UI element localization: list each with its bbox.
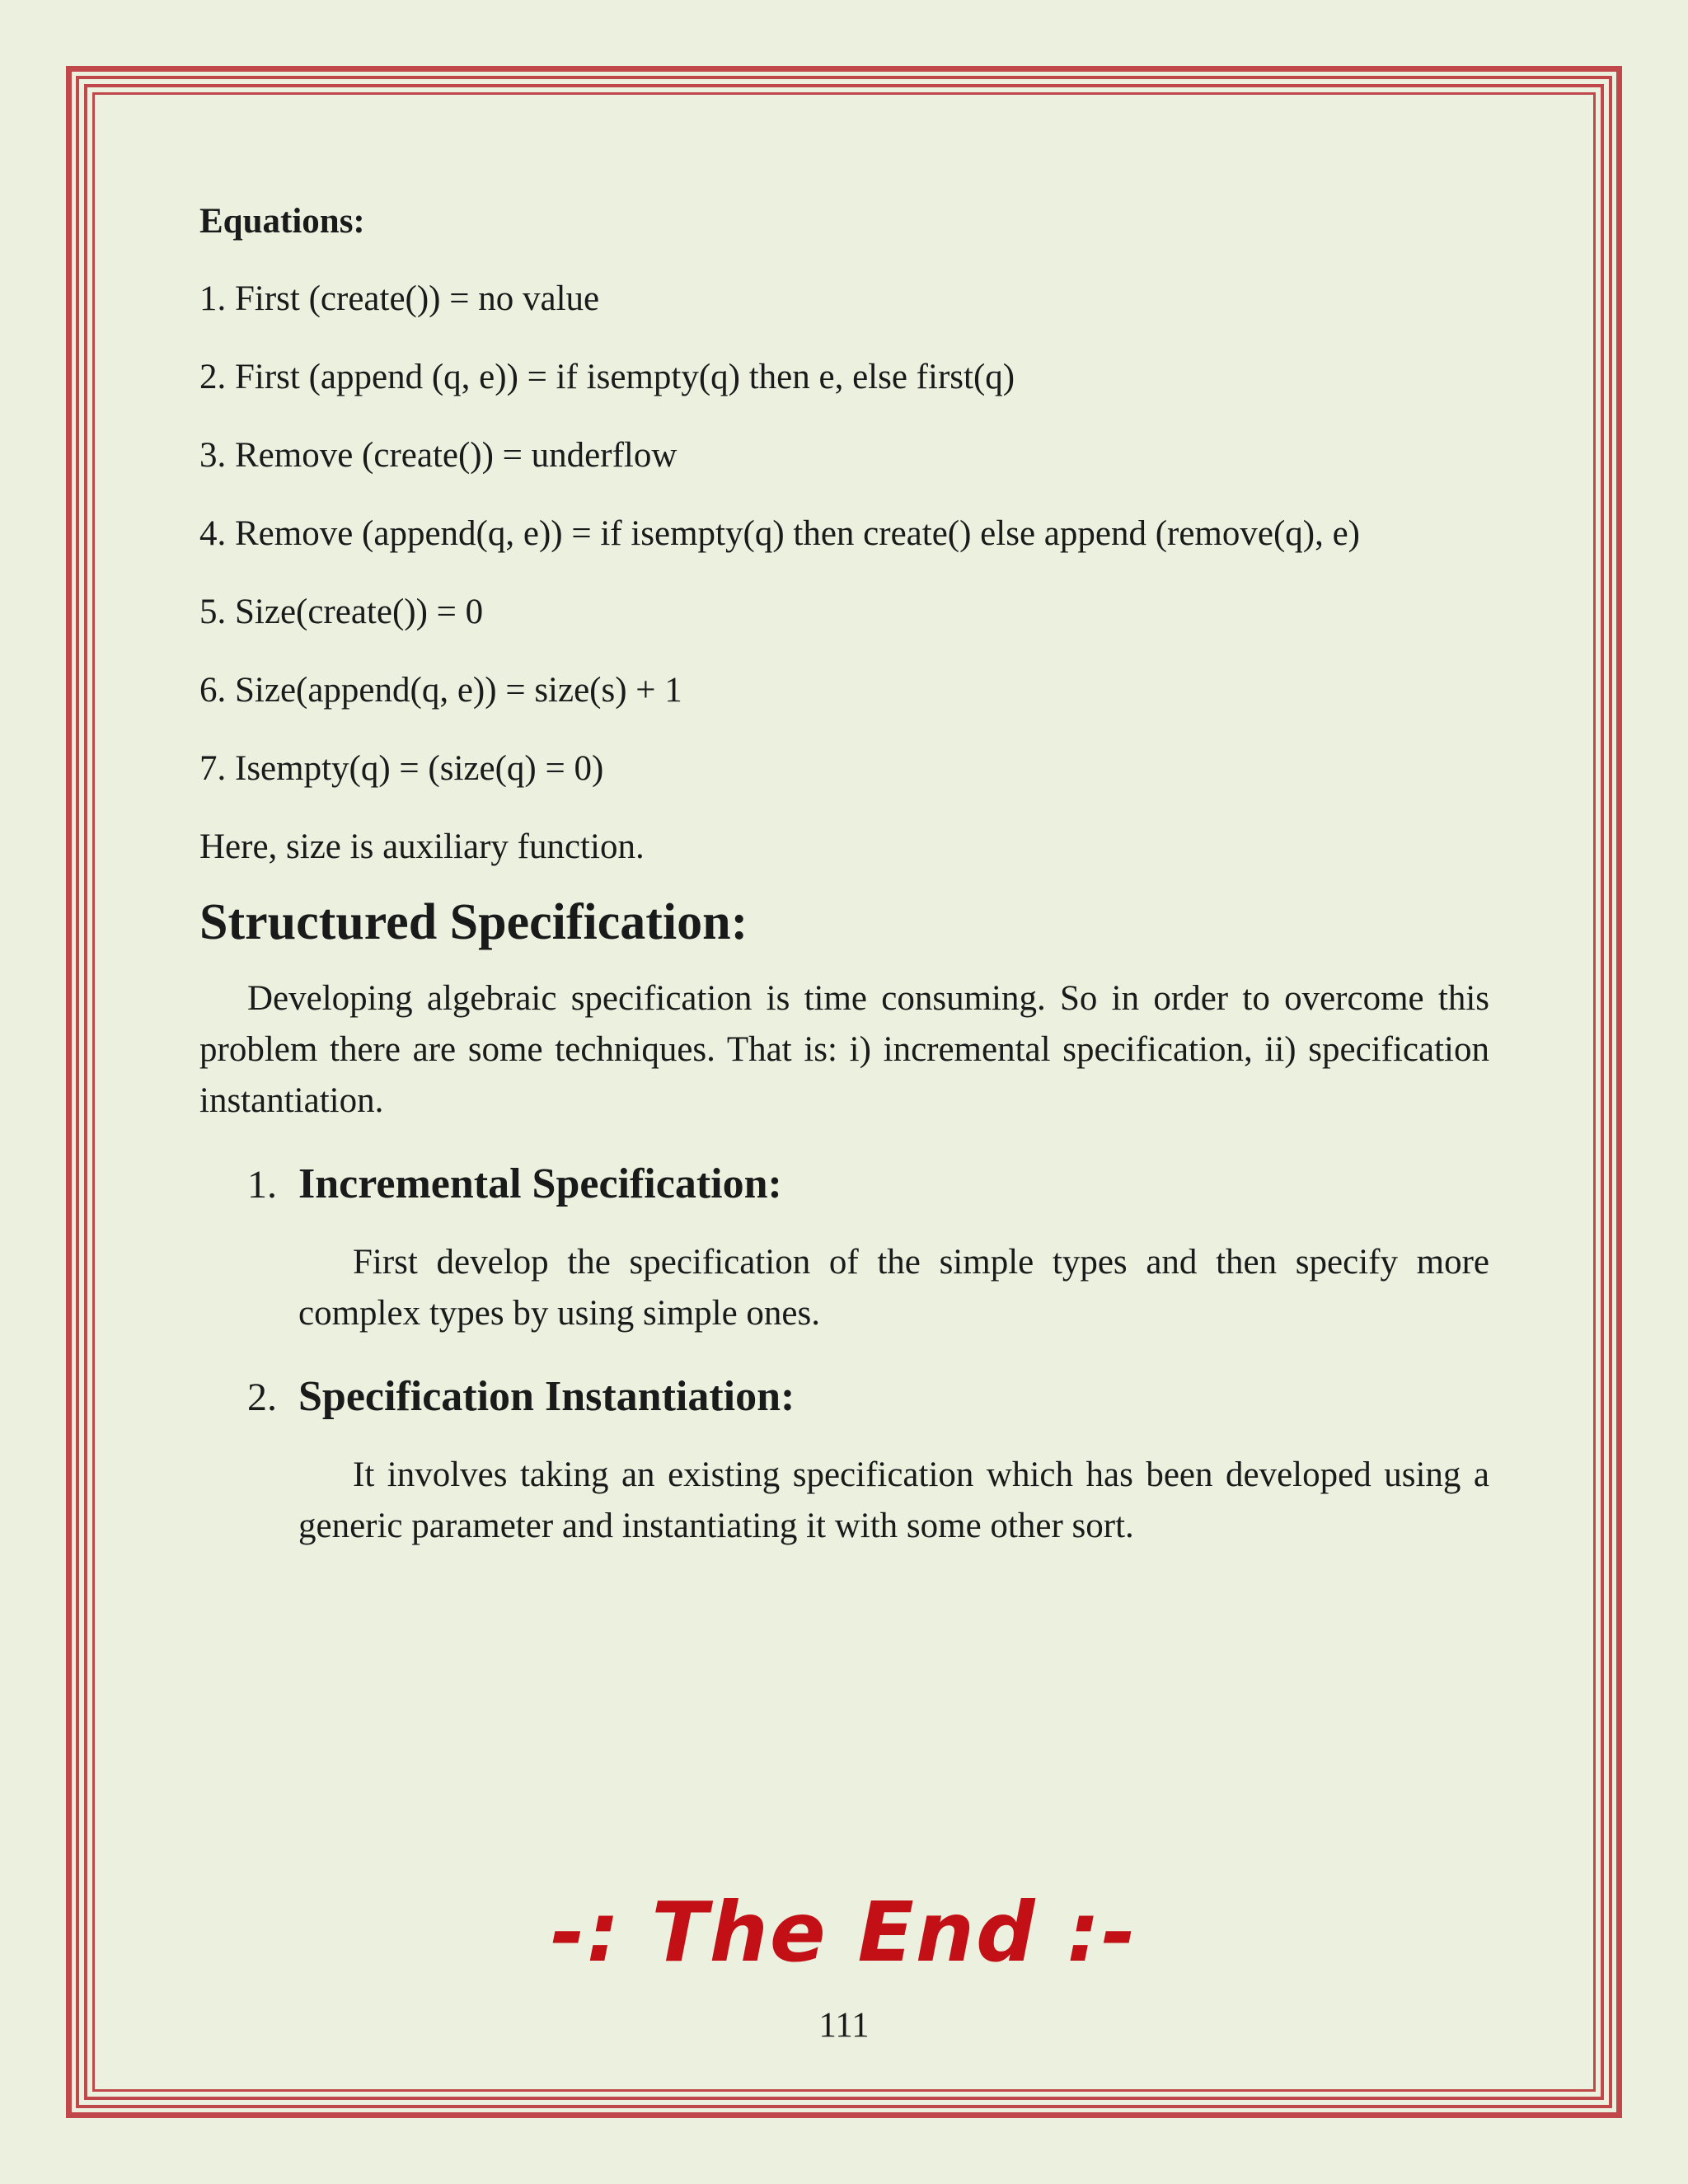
subsection-number: 1. — [247, 1163, 277, 1207]
page-number: 111 — [818, 2006, 870, 2045]
equation-line-1: 1. First (create()) = no value — [199, 279, 600, 318]
subsection-title: Incremental Specification: — [298, 1160, 782, 1207]
structured-paragraph: Developing algebraic specification is time consuming. So in order to overcome this problem there are some techniques. That is: i) incremental specification, ii) specification instantiation. — [199, 979, 1489, 1120]
page-content — [199, 196, 1489, 1580]
equation-line-7: 7. Isempty(q) = (size(q) = 0) — [199, 749, 604, 788]
equation-line-5: 5. Size(create()) = 0 — [199, 593, 484, 631]
the-end-banner: -: The End :- — [551, 1884, 1137, 1980]
equation-line-4: 4. Remove (append(q, e)) = if isempty(q) then create() else append (remove(q), e) — [199, 514, 1360, 553]
equation-line-3: 3. Remove (create()) = underflow — [199, 436, 678, 475]
equations-note: Here, size is auxiliary function. — [199, 827, 645, 866]
section-title-structured-specification: Structured Specification: — [199, 894, 748, 950]
equation-line-6: 6. Size(append(q, e)) = size(s) + 1 — [199, 671, 682, 710]
subsection-title: Specification Instantiation: — [298, 1373, 795, 1420]
subsection-incremental — [247, 1155, 1489, 1214]
equations-heading: Equations: — [199, 202, 365, 241]
subsection-text-incremental: First develop the specification of the simple types and then specify more complex types by using simple ones. — [298, 1243, 1489, 1333]
subsection-text-instantiation: It involves taking an existing specification which has been developed using a generic parameter and instantiating it with some other sort. — [298, 1455, 1489, 1545]
subsection-instantiation — [247, 1367, 1489, 1427]
equation-line-2: 2. First (append (q, e)) = if isempty(q) then e, else first(q) — [199, 358, 1015, 396]
subsection-number: 2. — [247, 1376, 277, 1419]
